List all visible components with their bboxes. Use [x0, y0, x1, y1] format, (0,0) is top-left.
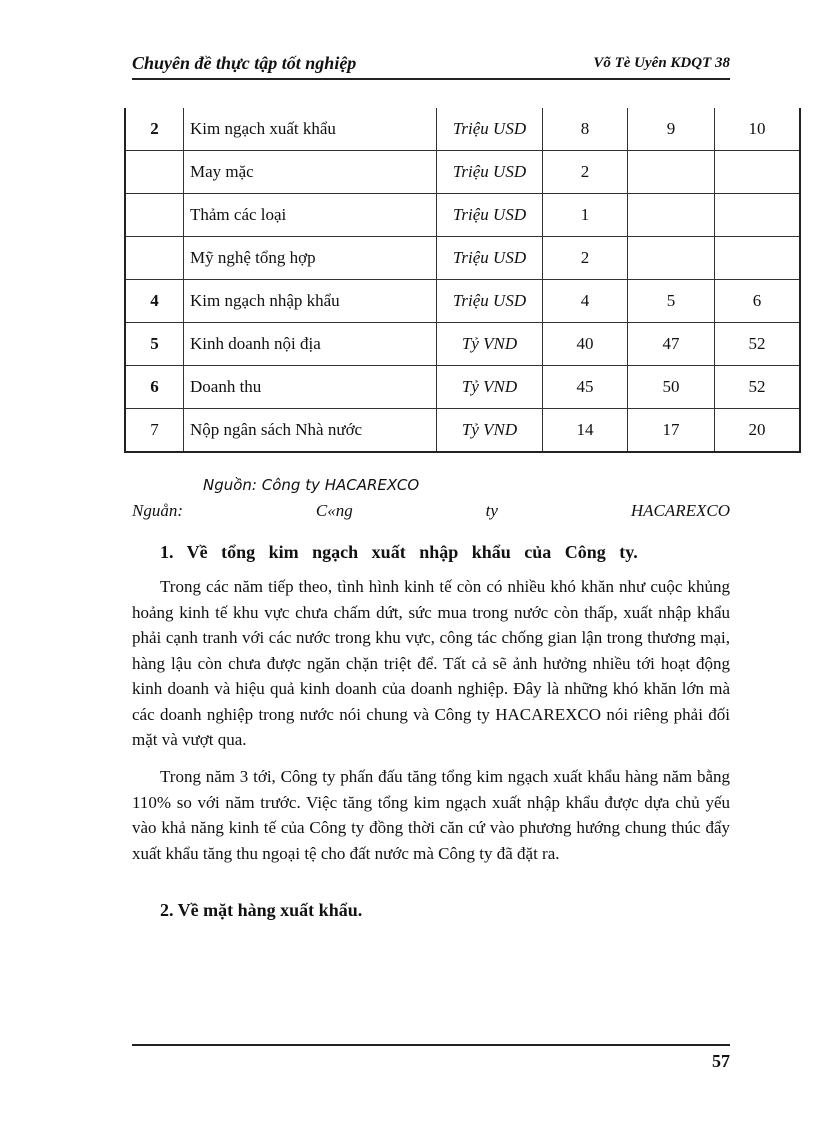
row-number [125, 194, 184, 237]
section-heading-2: 2. Về mặt hàng xuất khẩu. [160, 900, 363, 920]
table-row [125, 237, 800, 280]
row-unit: Tỷ VND [437, 366, 543, 409]
paragraph-2: Trong năm 3 tới, Công ty phấn đấu tăng tổng kim ngạch xuất khẩu hàng năm bằng 110% so với năm trước. Việc tăng tổng kim ngạch xuất nhập khẩu được dựa chủ yếu vào khả năng kinh tế của Công ty đồng thời căn cứ vào phương hướng chung thúc đẩy xuất khẩu tăng thu ngoại tệ cho đất nước mà Công ty đã đặt ra. [132, 767, 730, 863]
table-row [125, 108, 800, 151]
section-heading-1: 1. Về tổng kim ngạch xuất nhập khẩu của Công ty. [160, 542, 638, 562]
footer-divider [132, 1044, 730, 1046]
row-value-2: 9 [628, 108, 715, 151]
row-value-3 [715, 194, 801, 237]
row-name: May mặc [184, 151, 437, 194]
row-value-3: 10 [715, 108, 801, 151]
source-word: HACAREXCO [630, 501, 730, 520]
row-name: Kim ngạch xuất khẩu [184, 108, 437, 151]
row-value-2 [628, 151, 715, 194]
table-row [125, 323, 800, 366]
row-value-2 [628, 237, 715, 280]
row-unit: Triệu USD [437, 194, 543, 237]
row-value-1: 2 [543, 151, 628, 194]
row-value-1: 14 [543, 409, 628, 453]
row-value-2: 50 [628, 366, 715, 409]
source-word: ty [485, 501, 498, 520]
page-number: 57 [712, 1051, 730, 1071]
table-row [125, 280, 800, 323]
row-unit: Triệu USD [437, 280, 543, 323]
source-note: Nguồn: Công ty HACAREXCO [203, 476, 420, 494]
plan-table [124, 108, 801, 453]
row-value-1: 1 [543, 194, 628, 237]
page-header [132, 50, 730, 80]
row-value-3: 6 [715, 280, 801, 323]
row-name: Nộp ngân sách Nhà nước [184, 409, 437, 453]
row-number [125, 237, 184, 280]
document-title: Chuyên đề thực tập tốt nghiệp [132, 53, 357, 73]
table-row [125, 151, 800, 194]
source-word: Nguån: [132, 501, 183, 520]
row-name: Kinh doanh nội địa [184, 323, 437, 366]
author-label: Võ Tè Uyên KDQT 38 [593, 55, 730, 71]
row-unit: Tỷ VND [437, 409, 543, 453]
row-unit: Triệu USD [437, 151, 543, 194]
row-value-3: 20 [715, 409, 801, 453]
row-unit: Tỷ VND [437, 323, 543, 366]
source-word: C«ng [315, 501, 353, 520]
row-name: Doanh thu [184, 366, 437, 409]
row-value-3: 52 [715, 366, 801, 409]
row-value-1: 4 [543, 280, 628, 323]
row-value-1: 2 [543, 237, 628, 280]
paragraph-1: Trong các năm tiếp theo, tình hình kinh tế còn có nhiều khó khăn như cuộc khủng hoảng kinh tế khu vực chưa chấm dứt, sức mua trong nước còn thấp, xuất nhập khẩu phải cạnh tranh với các nước trong khu vực, công tác chống gian lận trong thương mại, hàng lậu còn chưa được ngăn chặn triệt để. Tất cả sẽ ảnh hưởng nhiều tới hoạt động kinh doanh và hiệu quả kinh doanh của doanh nghiệp. Đây là những khó khăn lớn mà các doanh nghiệp trong nước nói chung và Công ty HACAREXCO nói riêng phải đối mặt và vượt qua. [132, 577, 730, 749]
row-value-1: 45 [543, 366, 628, 409]
row-value-1: 40 [543, 323, 628, 366]
row-value-1: 8 [543, 108, 628, 151]
row-unit: Triệu USD [437, 237, 543, 280]
row-number [125, 151, 184, 194]
row-value-2: 17 [628, 409, 715, 453]
row-unit: Triệu USD [437, 108, 543, 151]
source-note-garbled [132, 501, 730, 521]
table-row [125, 409, 800, 453]
row-number: 5 [125, 323, 184, 366]
table-row [125, 194, 800, 237]
row-value-2: 5 [628, 280, 715, 323]
row-value-3: 52 [715, 323, 801, 366]
row-number: 6 [125, 366, 184, 409]
row-value-3 [715, 151, 801, 194]
row-name: Mỹ nghệ tổng hợp [184, 237, 437, 280]
row-value-3 [715, 237, 801, 280]
row-name: Thảm các loại [184, 194, 437, 237]
row-name: Kim ngạch nhập khẩu [184, 280, 437, 323]
row-number: 7 [125, 409, 184, 453]
row-number: 4 [125, 280, 184, 323]
table-row [125, 366, 800, 409]
row-number: 2 [125, 108, 184, 151]
row-value-2: 47 [628, 323, 715, 366]
row-value-2 [628, 194, 715, 237]
